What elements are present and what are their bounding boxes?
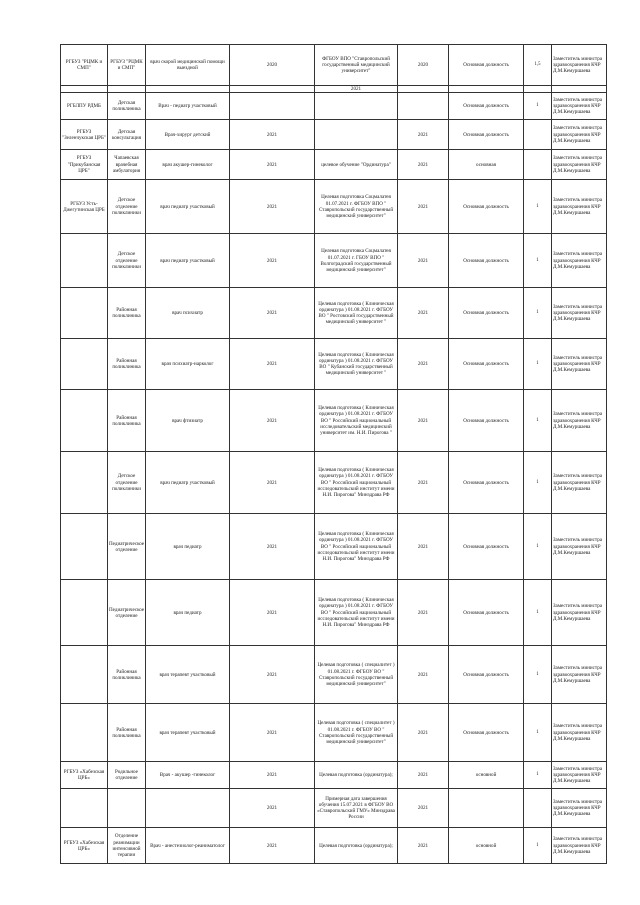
employment-cell: Основная должность [449,390,524,452]
approver-cell: Заместитель министра здравоохранения КЧР Д.М.Кемуршаева [552,45,607,86]
year2-cell: 2021 [398,646,449,704]
year-cell: 2021 [230,234,315,288]
year-cell: 2021 [230,646,315,704]
year-cell [230,93,315,120]
organization-cell [61,234,108,288]
approver-cell: Заместитель министра здравоохранения КЧР Д.М.Кемуршаева [552,762,607,789]
organization-cell [61,789,108,828]
training-cell: Целевая подготовка ( Клиническая ординатура ) 01.08.2021 г. ФГБОУ ВО " Российский национальный исследовательский медицинский университет им. Н.И. Пирогова " [315,390,398,452]
approver-cell: Заместитель министра здравоохранения КЧР Д.М.Кемуршаева [552,120,607,150]
training-cell: ФГБОУ ВПО "Ставропольский государственный медицинский университет" [315,45,398,86]
year2-cell [398,86,449,93]
position-cell: врач психиатр-нарколог [146,339,230,390]
rate-cell: 1 [524,762,552,789]
department-cell: Родильное отделение [108,762,146,789]
employment-cell [449,789,524,828]
approver-cell: Заместитель министра здравоохранения КЧР Д.М.Кемуршаева [552,234,607,288]
table-row [61,390,607,452]
approver-cell: Заместитель министра здравоохранения КЧР Д.М.Кемуршаева [552,580,607,646]
position-cell: врач педиатр участковый [146,452,230,514]
table-row [61,93,607,120]
position-cell: врач фтизиатр [146,390,230,452]
department-cell: Районная поликлиника [108,339,146,390]
position-cell [146,86,230,93]
year-cell: 2021 [230,288,315,339]
table-row [61,45,607,86]
organization-cell: РГБУЗ «Хабезская ЦРБ» [61,762,108,789]
year2-cell: 2021 [398,339,449,390]
rate-cell: 1 [524,580,552,646]
year2-cell: 2021 [398,789,449,828]
employment-cell: Основная должность [449,93,524,120]
rate-cell: 1 [524,339,552,390]
training-cell: Целевая подготовка ( специалитет ) 01.08.2021 г. ФГБОУ ВО " Ставропольский государственный медицинский университет" [315,646,398,704]
year-cell: 2021 [230,180,315,234]
training-cell: целевое обучение "Ординатура" [315,150,398,180]
table-row [61,150,607,180]
rate-cell: 1 [524,93,552,120]
employment-cell: Основная должность [449,339,524,390]
year-cell: 2021 [230,828,315,864]
position-cell: врач терапевт участковый [146,704,230,762]
organization-cell [61,704,108,762]
organization-cell [61,514,108,580]
approver-cell: Заместитель министра здравоохранения КЧР Д.М.Кемуршаева [552,339,607,390]
rate-cell: 1 [524,288,552,339]
employment-cell: Основная должность [449,704,524,762]
employment-cell: Основная должность [449,580,524,646]
department-cell: Районная поликлиника [108,704,146,762]
year2-cell [398,93,449,120]
position-cell: врач акушер-гинеколог [146,150,230,180]
organization-cell: РГБЛПУ РДМБ [61,93,108,120]
training-cell: Целевая подготовка Соцмалатея 01.07.2021 г. ГБОУ ВПО " Волгоградский государственный медицинский университет" [315,234,398,288]
table-row [61,580,607,646]
year-cell: 2021 [230,514,315,580]
table-row [61,120,607,150]
position-cell: врач терапевт участковый [146,646,230,704]
table-row [61,234,607,288]
table-row [61,180,607,234]
organization-cell [61,390,108,452]
rate-cell: 1 [524,514,552,580]
table-row [61,704,607,762]
employment-cell: Основная должность [449,288,524,339]
department-cell: Детское отделение поликлиники [108,180,146,234]
year2-cell: 2021 [398,704,449,762]
approver-cell: Заместитель министра здравоохранения КЧР Д.М.Кемуршаева [552,828,607,864]
organization-cell: РГБУЗ "РЦМК и СМП" [61,45,108,86]
rate-cell: 1 [524,828,552,864]
rate-cell: 1 [524,390,552,452]
position-cell: врач педиатр [146,580,230,646]
year-cell [230,86,315,93]
department-cell: Детское отделение поликлиники [108,234,146,288]
table-row [61,514,607,580]
year2-cell: 2021 [398,390,449,452]
year-cell: 2021 [230,704,315,762]
position-cell: врач педиатр [146,514,230,580]
organization-cell [61,339,108,390]
approver-cell [552,86,607,93]
year-cell: 2020 [230,45,315,86]
organization-cell [61,86,108,93]
organization-cell: РГБУЗ Усть-Джегутинская ЦРБ [61,180,108,234]
year-cell: 2021 [230,390,315,452]
organization-cell: РГБУЗ "Прикубанская ЦРБ" [61,150,108,180]
employment-cell: Основная должность [449,646,524,704]
vacancy-table [60,44,607,864]
position-cell: врач скорой медицинской помощи выездной [146,45,230,86]
training-cell: Целевая подготовка ( Клиническая ординатура ) 01.08.2021 г. ФГБОУ ВО " Ростовский государственный медицинский университет " [315,288,398,339]
organization-cell [61,452,108,514]
training-cell: Целевая подготовка ( специалитет ) 01.08.2021 г. ФГБОУ ВО " Ставропольский государственный медицинский университет" [315,704,398,762]
year-cell: 2021 [230,762,315,789]
department-cell [108,86,146,93]
table-row [61,452,607,514]
table-row [61,789,607,828]
training-cell: Целевая подготовка ( Клиническая ординатура ) 01.08.2021 г. ФГБОУ ВО " Российский национальный исследовательский институт имени Н.И. Пирогова" Минздрава РФ [315,580,398,646]
rate-cell: 1 [524,180,552,234]
employment-cell: Основная должность [449,234,524,288]
year-cell: 2021 [230,580,315,646]
rate-cell: 1 [524,704,552,762]
department-cell: Районная поликлиника [108,390,146,452]
employment-cell: Основная должность [449,452,524,514]
year-cell: 2021 [230,120,315,150]
approver-cell: Заместитель министра здравоохранения КЧР Д.М.Кемуршаева [552,452,607,514]
year2-cell: 2021 [398,288,449,339]
approver-cell: Заместитель министра здравоохранения КЧР Д.М.Кемуршаева [552,180,607,234]
year2-cell: 2021 [398,234,449,288]
rate-cell [524,789,552,828]
year2-cell: 2021 [398,762,449,789]
training-cell: Целевая подготовка (ординатура); [315,762,398,789]
position-cell: Врач-хирург детский [146,120,230,150]
table-row [61,86,607,93]
organization-cell [61,580,108,646]
employment-cell: Основная должность [449,514,524,580]
department-cell: Районная поликлиника [108,646,146,704]
department-cell: Отделение реанимации интенсивной терапии [108,828,146,864]
employment-cell: Основная должность [449,180,524,234]
training-cell: Целевая подготовка ( Клиническая ординатура ) 01.08.2021 г. ФГБОУ ВО " Кубанский государственный медицинский университет " [315,339,398,390]
rate-cell: 1 [524,234,552,288]
employment-cell: основной [449,828,524,864]
rate-cell [524,150,552,180]
training-cell: Целевая подготовка ( Клиническая ординатура ) 01.08.2021 г. ФГБОУ ВО " Российский национальный исследовательский институт имени Н.И. Пирогова" Минздрава РФ [315,452,398,514]
approver-cell: Заместитель министра здравоохранения КЧР Д.М.Кемуршаева [552,150,607,180]
approver-cell: Заместитель министра здравоохранения КЧР Д.М.Кемуршаева [552,390,607,452]
table-row [61,762,607,789]
training-cell: Целевая подготовка Соцмалатея 01.07.2021 г. ФГБОУ ВПО " Ставропольский государственный медицинский университет" [315,180,398,234]
approver-cell: Заместитель министра здравоохранения КЧР Д.М.Кемуршаева [552,93,607,120]
training-cell: 2021 [315,86,398,93]
position-cell: врач психиатр [146,288,230,339]
department-cell: Районная поликлиника [108,288,146,339]
year-cell: 2021 [230,150,315,180]
position-cell: Врач - педиатр участковый [146,93,230,120]
year2-cell: 2021 [398,580,449,646]
employment-cell: основная [449,150,524,180]
employment-cell [449,86,524,93]
position-cell: врач педиатр участковый [146,180,230,234]
table-row [61,646,607,704]
rate-cell: 1 [524,646,552,704]
approver-cell: Заместитель министра здравоохранения КЧР Д.М.Кемуршаева [552,646,607,704]
table-row [61,339,607,390]
approver-cell: Заместитель министра здравоохранения КЧР Д.М.Кемуршаева [552,514,607,580]
year2-cell: 2021 [398,120,449,150]
year2-cell: 2021 [398,828,449,864]
department-cell: Педиатрическое отделение [108,514,146,580]
department-cell [108,789,146,828]
employment-cell: основной [449,762,524,789]
rate-cell: 1,5 [524,45,552,86]
rate-cell [524,120,552,150]
organization-cell: РГБУЗ «Хабезская ЦРБ» [61,828,108,864]
training-cell [315,120,398,150]
department-cell: Детское отделение поликлиники [108,452,146,514]
year2-cell: 2021 [398,514,449,580]
employment-cell: Основная должность [449,120,524,150]
organization-cell [61,646,108,704]
employment-cell: Основная должность [449,45,524,86]
training-cell: Целевая подготовка ( Клиническая ординатура ) 01.08.2021 г. ФГБОУ ВО " Российский национальный исследовательский институт имени Н.И. Пирогова" Минздрава РФ [315,514,398,580]
department-cell: РГБУЗ "РЦМК и СМП" [108,45,146,86]
table-row [61,828,607,864]
organization-cell: РГБУЗ "Зеленчукская ЦРБ" [61,120,108,150]
department-cell: Детская консультация [108,120,146,150]
year-cell: 2021 [230,339,315,390]
year2-cell: 2020 [398,45,449,86]
training-cell [315,93,398,120]
department-cell: Детская поликлиника [108,93,146,120]
approver-cell: Заместитель министра здравоохранения КЧР Д.М.Кемуршаева [552,704,607,762]
training-cell: Целевая подготовка (ординатура); [315,828,398,864]
year2-cell: 2021 [398,452,449,514]
training-cell: Примерная дата завершения обучения 15.07.2021 в ФГБОУ ВО «Ставропольский ГМУ» Минздрава России [315,789,398,828]
year-cell: 2021 [230,789,315,828]
approver-cell: Заместитель министра здравоохранения КЧР Д.М.Кемуршаева [552,789,607,828]
position-cell: врач педиатр участковый [146,234,230,288]
position-cell: Врач - акушер -гинеколог [146,762,230,789]
year2-cell: 2021 [398,180,449,234]
approver-cell: Заместитель министра здравоохранения КЧР Д.М.Кемуршаева [552,288,607,339]
position-cell [146,789,230,828]
department-cell: Педиатрическое отделение [108,580,146,646]
year2-cell: 2021 [398,150,449,180]
rate-cell: 1 [524,452,552,514]
position-cell: Врач - анестезиолог-реаниматолог [146,828,230,864]
table-row [61,288,607,339]
rate-cell [524,86,552,93]
document-page [60,44,606,864]
year-cell: 2021 [230,452,315,514]
organization-cell [61,288,108,339]
department-cell: Чапаевская врачебная амбулатория [108,150,146,180]
